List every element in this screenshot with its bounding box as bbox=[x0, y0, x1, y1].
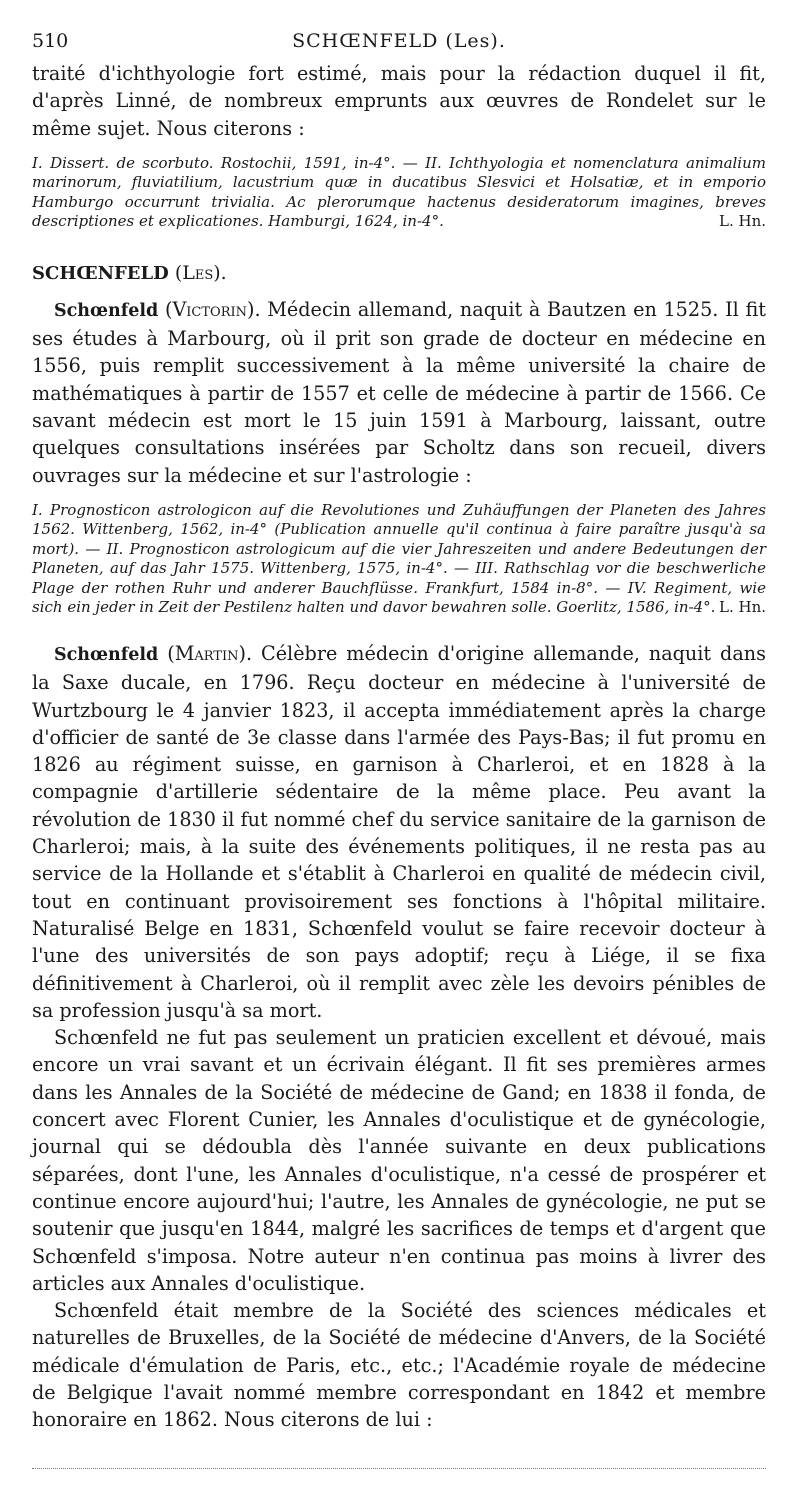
page bbox=[32, 30, 766, 1434]
page-header bbox=[32, 30, 766, 60]
section-title bbox=[32, 262, 766, 284]
entry-name: Schœnfeld bbox=[54, 644, 159, 665]
entry-text: Médecin allemand, naquit à Bautzen en 1525. Il fit ses études à Marbourg, où il prit son grade de docteur en médecine en 1556, puis remplit successivement à la même université la chaire de mathématiques à partir de 1557 et celle de médecine à partir de 1566. Ce savant médecin est mort le 15 juin 1591 à Marbourg, laissant, outre quelques consultations insérées par Scholtz dans son recueil, divers ouvrages sur la médecine et sur l'astrologie : bbox=[32, 297, 766, 487]
bibliography-text: I. Dissert. de scorbuto. Rostochii, 1591, in-4°. — II. Ichthyologia et nomenclatura animalium marinorum, fluviatilium, lacustrium quæ in ducatibus Slesvici et Holsatiæ, et in emporio Hamburgo occurrunt trivialia. Ac plerorumque hactenus desideratorum imagines, breves descriptiones et explicationes. Hamburgi, 1624, in-4°. bbox=[32, 153, 766, 231]
entry-victorin bbox=[32, 296, 766, 489]
section-title-suffix: (Les). bbox=[174, 261, 227, 284]
continuation-paragraph: traité d'ichthyologie fort estimé, mais pour la rédaction duquel il fit, d'après Linné, de nombreux emprunts aux œuvres de Rondelet sur le même sujet. Nous citerons : bbox=[32, 62, 766, 140]
entry-text: Célèbre médecin d'origine allemande, naquit dans la Saxe ducale, en 1796. Reçu docteur en médecine à l'université de Wurtzbourg le 4 janvier 1823, il accepta immédiatement après la charge d'officier de santé de 3e classe dans l'armée des Pays-Bas; il fut promu en 1826 au régiment suisse, en garnison à Charleroi, et en 1828 à la compagnie d'artillerie sédentaire de la même place. Peu avant la révolution de 1830 il fut nommé chef du service sanitaire de la garnison de Charleroi; mais, à la suite des événements politiques, il ne resta pas au service de la Hollande et s'établit à Charleroi en qualité de médecin civil, tout en continuant provisoirement ses fonctions à l'hôpital militaire. Naturalisé Belge en 1831, Schœnfeld voulut se faire recevoir docteur à l'une des universités de son pays adoptif; reçu à Liége, il se fixa définitivement à Charleroi, où il remplit avec zèle les devoirs pénibles de sa profession jusqu'à sa mort. bbox=[32, 641, 766, 1022]
author-signature: L. Hn. bbox=[718, 212, 766, 231]
entry-name: Schœnfeld bbox=[54, 300, 159, 321]
paragraph-publications: Schœnfeld ne fut pas seulement un praticien excellent et dévoué, mais encore un vrai savant et un écrivain élégant. Il fit ses premières armes dans les Annales de la Société de médecine de Gand; en 1838 il fonda, de concert avec Florent Cunier, les Annales d'oculistique et de gynécologie, journal qui se dédoubla dès l'année suivante en deux publications séparées, dont l'une, les Annales d'oculistique, n'a cessé de prospérer et continue encore aujourd'hui; l'autre, les Annales de gynécologie, ne put se soutenir que jusqu'en 1844, malgré les sacrifices de temps et d'argent que Schœnfeld s'imposa. Notre auteur n'en continua pas moins à livrer des articles aux Annales d'oculistique. bbox=[32, 1026, 766, 1295]
entry-first-name: (Martin). bbox=[167, 641, 253, 665]
bibliography-text: I. Prognosticon astrologicon auf die Revolutiones und Zuhäuffungen der Planeten des Jahres 1562. Wittenberg, 1562, in-4° (Publication annuelle qu'il continua à faire paraître jusqu'à sa mort). — II. Prognosticon astrologicum auf die vier Jahreszeiten und andere Bedeutungen der Planeten, auf das Jahr 1575. Wittenberg, 1575, in-4°. — III. Rathschlag vor die beschwerliche Plage der rothen Ruhr und anderer Bauchflüsse. Frankfurt, 1584 in-8°. — IV. Regiment, wie sich ein jeder in Zeit der Pestilenz halten und davor bewahren solle. Goerlitz, 1586, in-4°. bbox=[32, 500, 766, 617]
entry-first-name: (Victorin). bbox=[164, 297, 261, 321]
bottom-rule bbox=[32, 1468, 766, 1471]
page-number: 510 bbox=[32, 30, 69, 52]
bibliography-block bbox=[32, 154, 766, 232]
paragraph-memberships: Schœnfeld était membre de la Société des sciences médicales et naturelles de Bruxelles, de la Société de médecine d'Anvers, de la Société médicale d'émulation de Paris, etc., etc.; l'Académie royale de médecine de Belgique l'avait nommé membre correspondant en 1842 et membre honoraire en 1862. Nous citerons de lui : bbox=[32, 1299, 766, 1432]
bibliography-block bbox=[32, 501, 766, 618]
running-title: SCHŒNFELD (Les). bbox=[292, 30, 506, 52]
entry-martin bbox=[32, 640, 766, 1024]
section-title-name: SCHŒNFELD bbox=[32, 262, 169, 284]
author-signature: L. Hn. bbox=[718, 598, 766, 617]
